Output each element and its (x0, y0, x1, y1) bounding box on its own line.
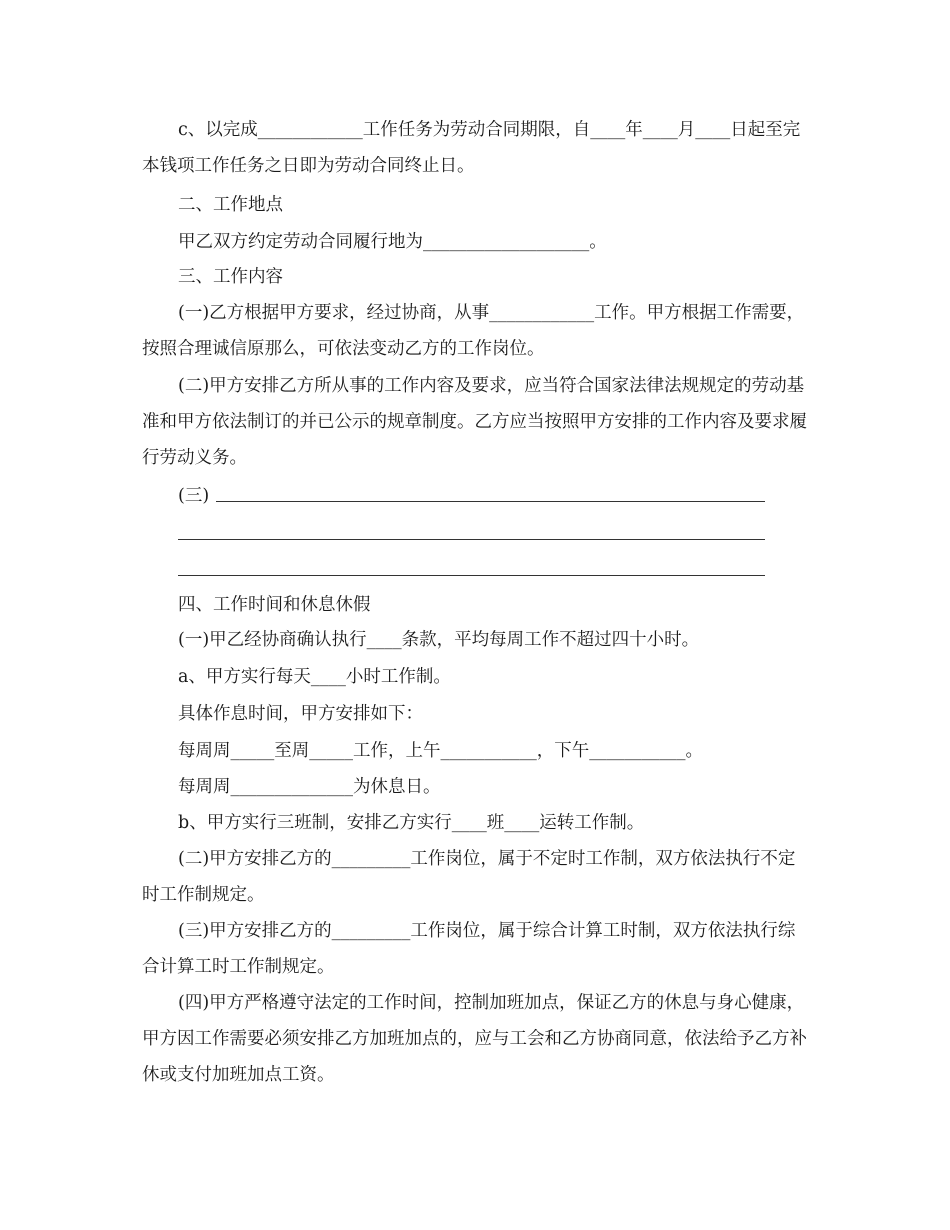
paragraph-work-hours-terms: (一)甲乙经协商确认执行____条款，平均每周工作不超过四十小时。 (178, 630, 700, 650)
heading-work-hours: 四、工作时间和休息休假 (178, 595, 371, 615)
paragraph-item-three-label: (三) (178, 486, 210, 506)
paragraph-rest-day: 每周周______________为休息日。 (178, 777, 441, 797)
paragraph-comprehensive-hours: (三)甲方安排乙方的_________工作岗位，属于综合计算工时制，双方依法执行综合计算工时工作制规定。 (142, 921, 796, 977)
paragraph-contract-term: c、以完成____________工作任务为劳动合同期限，自____年____月____日起至完本钱项工作任务之日即为劳动合同终止日。 (142, 120, 801, 176)
paragraph-weekly-schedule: 每周周_____至周_____工作，上午___________，下午___________。 (178, 741, 703, 761)
paragraph-work-assignment: (一)乙方根据甲方要求，经过协商，从事____________工作。甲方根据工作需要，按照合理诚信原那么，可依法变动乙方的工作岗位。 (142, 303, 805, 359)
blank-line-2 (178, 539, 765, 540)
heading-work-content: 三、工作内容 (178, 267, 283, 287)
blank-line-1 (216, 501, 765, 502)
paragraph-flexible-hours: (二)甲方安排乙方的_________工作岗位，属于不定时工作制，双方依法执行不定时工作制规定。 (142, 849, 796, 905)
heading-work-location: 二、工作地点 (178, 195, 283, 215)
paragraph-work-requirements: (二)甲方安排乙方所从事的工作内容及要求，应当符合国家法律法规规定的劳动基准和甲方依法制订的并已公示的规章制度。乙方应当按照甲方安排的工作内容及要求履行劳动义务。 (142, 376, 807, 468)
paragraph-work-location: 甲乙双方约定劳动合同履行地为___________________。 (178, 232, 607, 252)
paragraph-daily-hours: a、甲方实行每天____小时工作制。 (178, 667, 451, 687)
paragraph-shift-system: b、甲方实行三班制，安排乙方实行____班____运转工作制。 (178, 813, 645, 833)
paragraph-overtime: (四)甲方严格遵守法定的工作时间，控制加班加点，保证乙方的休息与身心健康，甲方因工作需要必须安排乙方加班加点的，应与工会和乙方协商同意，依法给予乙方补休或支付加班加点工资。 (142, 993, 807, 1085)
paragraph-schedule-intro: 具体作息时间，甲方安排如下： (178, 704, 423, 724)
blank-line-3 (178, 575, 765, 576)
